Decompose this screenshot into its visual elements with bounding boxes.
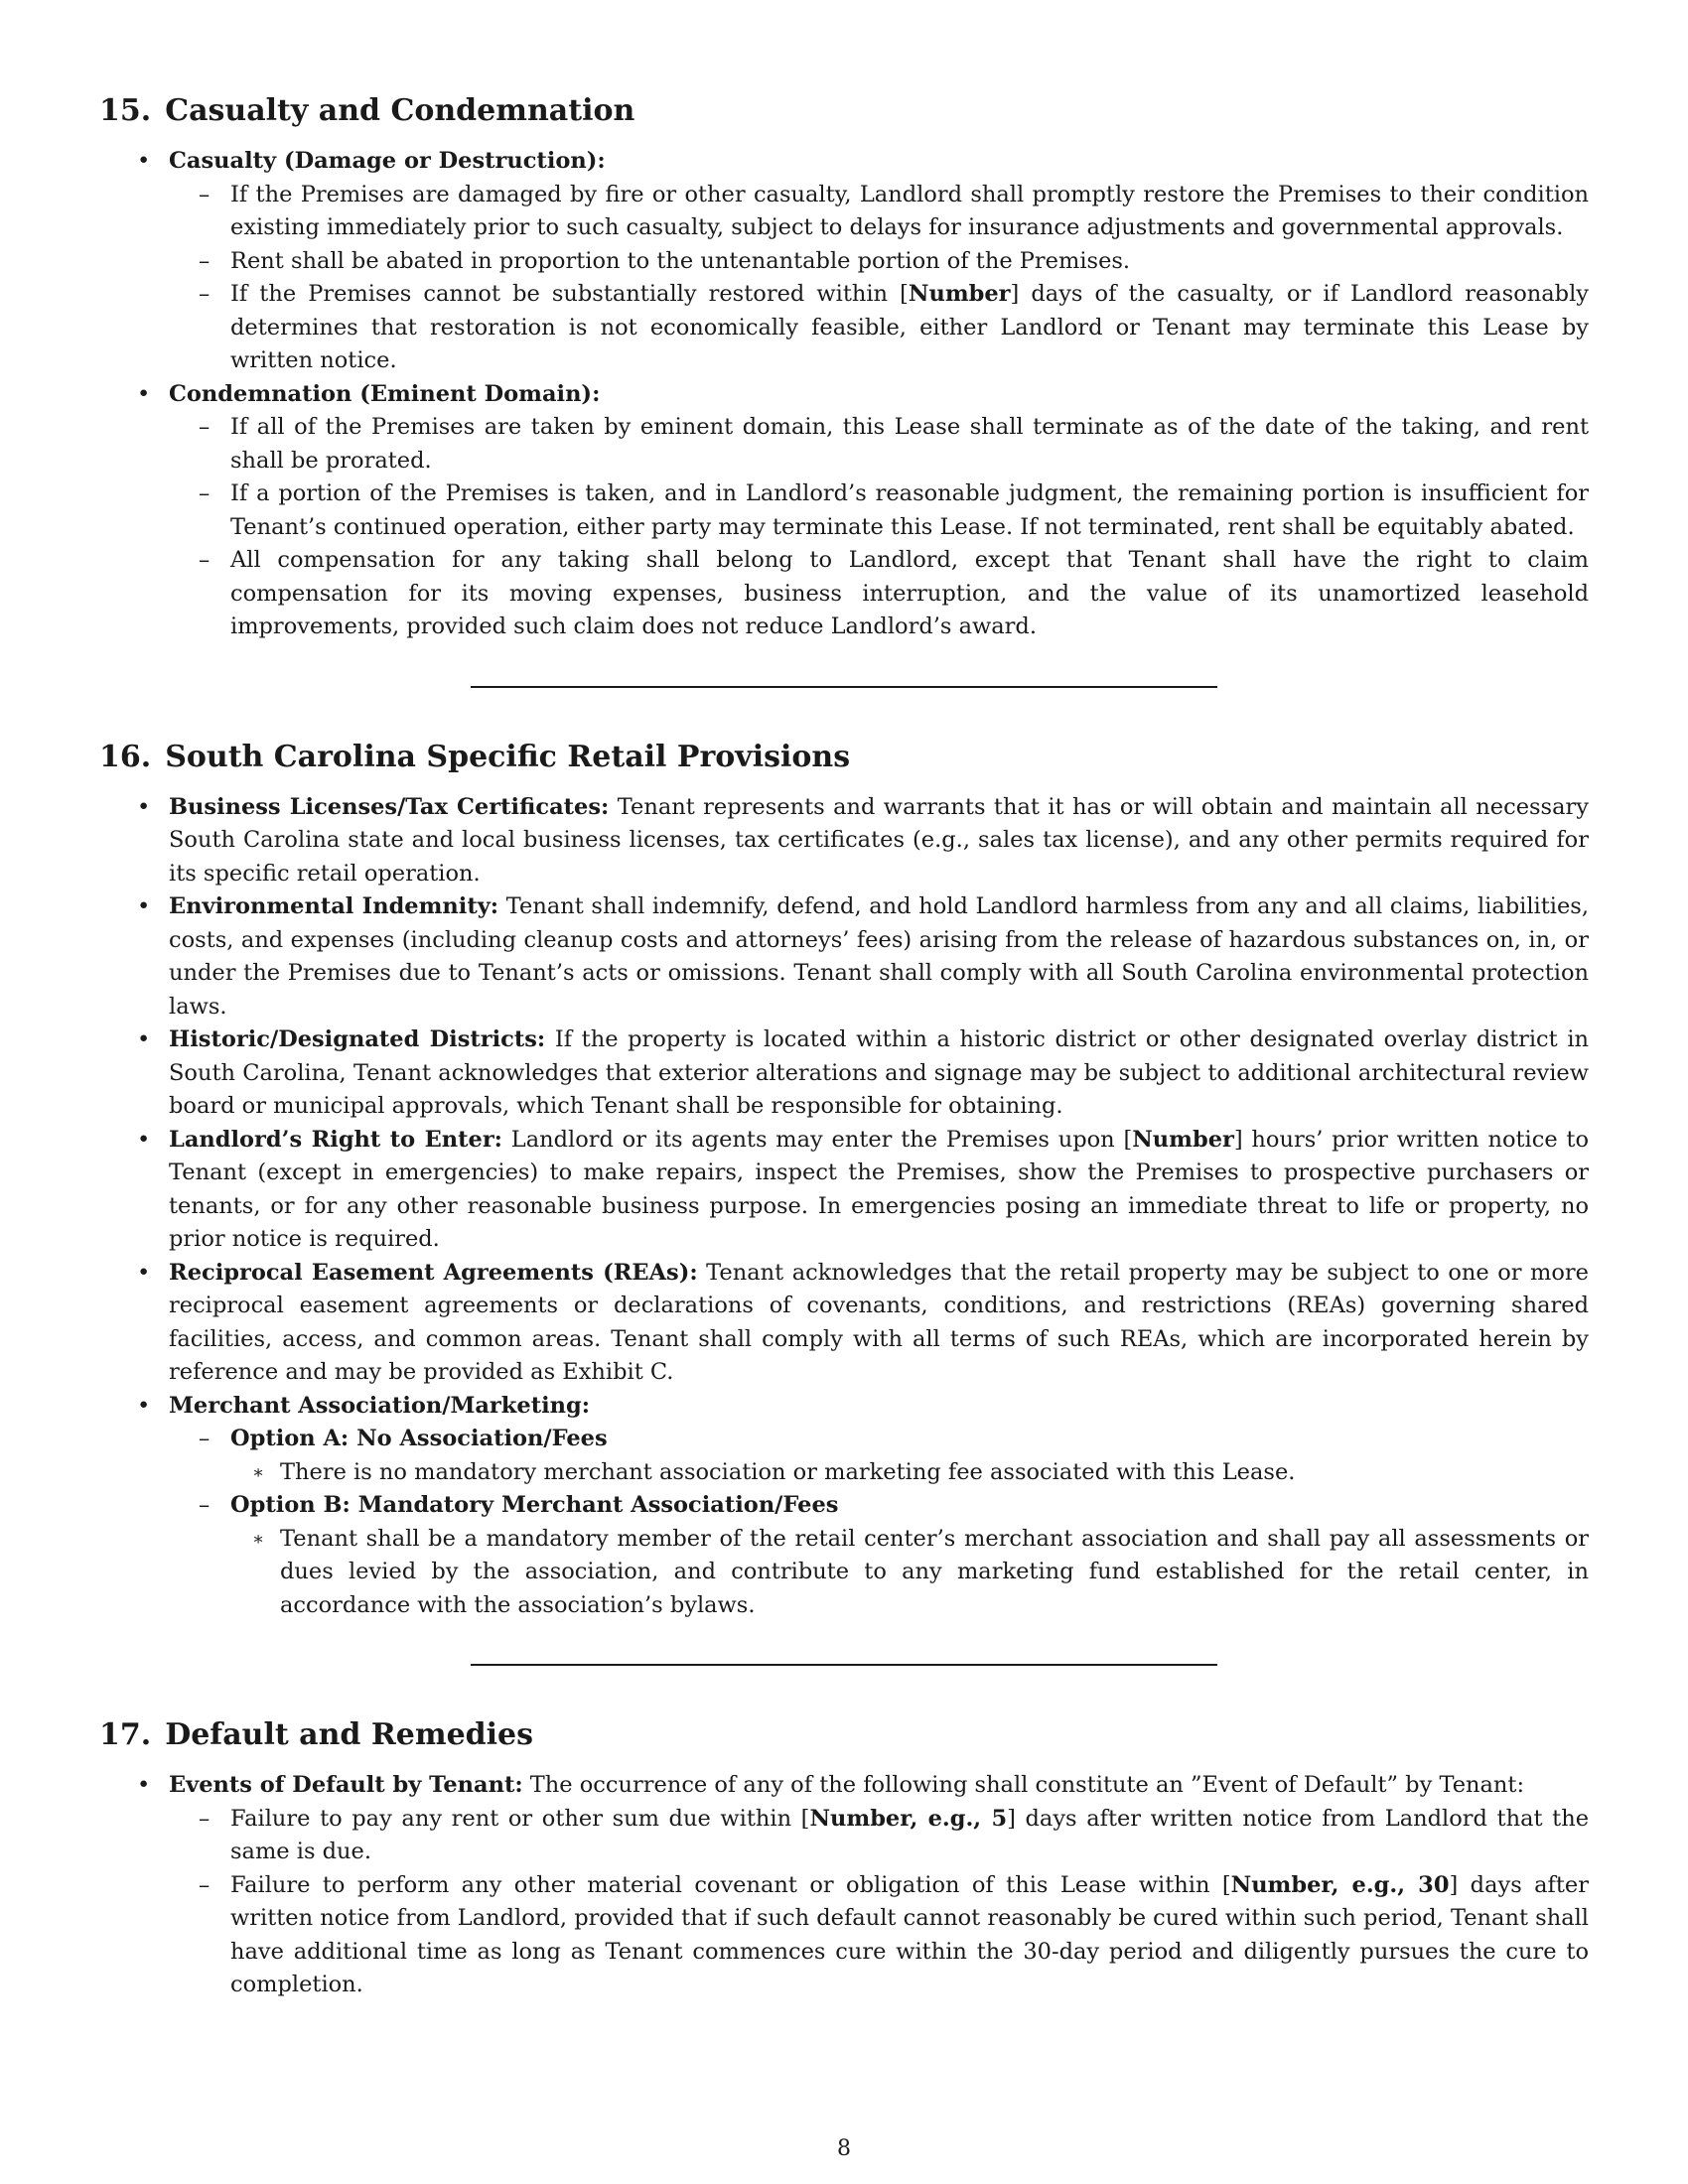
item-text: Landlord or its agents may enter the Premises upon [	[502, 1126, 1133, 1153]
section-heading	[99, 89, 1589, 133]
item-text: ] hours’ prior written notice to Tenant (except in emergencies) to make repairs, inspect the Premises, show the Premises to prospective purchasers or tenants, or for any other reasonable business purpose. In emergencies posing an immediate threat to life or property, no prior notice is required.	[169, 1126, 1590, 1252]
option-detail	[230, 1523, 1589, 1623]
dash-icon: –	[199, 1426, 211, 1451]
sub-item	[169, 411, 1589, 478]
dash-icon: –	[199, 281, 211, 307]
item-label: Merchant Association/Marketing:	[169, 1392, 591, 1419]
list-item-right-to-enter	[99, 1124, 1589, 1257]
item-label: Business Licenses/Tax Certificates:	[169, 793, 610, 820]
bullet-icon: •	[137, 1259, 151, 1286]
item-text: Tenant shall indemnify, defend, and hold Landlord harmless from any and all claims, liabilities, costs, and expenses (including cleanup costs and attorneys’ fees) arising from the release of hazardous substances on, in, or under the Premises due to Tenant’s acts or omissions. Tenant shall comply with all South Carolina environmental protection laws.	[169, 893, 1589, 1020]
list-item-merchant	[99, 1390, 1589, 1623]
section-number: 15.	[99, 93, 152, 128]
document-page	[99, 89, 1589, 2002]
list-item-licenses	[99, 791, 1589, 891]
item-label: Environmental Indemnity:	[169, 893, 499, 919]
option-label: Option B: Mandatory Merchant Association/Fees	[230, 1492, 839, 1518]
sub-item	[169, 1803, 1589, 1869]
list-item-historic	[99, 1024, 1589, 1124]
sub-item	[169, 1869, 1589, 2002]
sub-item-text: Rent shall be abated in proportion to the untenantable portion of the Premises.	[230, 247, 1131, 274]
dash-icon: –	[199, 1492, 211, 1518]
dash-icon: –	[199, 1805, 211, 1832]
item-label: Casualty (Damage or Destruction):	[169, 148, 606, 174]
list-item-events-of-default	[99, 1769, 1589, 2002]
sub-item-text: Failure to perform any other material covenant or obligation of this Lease within [	[230, 1871, 1231, 1898]
item-text: Tenant represents and warrants that it has or will obtain and maintain all necessary South Carolina state and local business licenses, tax certificates (e.g., sales tax license), and any other permits required for its specific retail operation.	[169, 793, 1589, 887]
item-text: If the property is located within a historic district or other designated overlay district in South Carolina, Tenant acknowledges that exterior alterations and signage may be subject to additional architectural review board or municipal approvals, which Tenant shall be responsible for obtaining.	[169, 1026, 1590, 1119]
sub-item-text: ] days after written notice from Landlord, provided that if such default cannot reasonably be cured within such period, Tenant shall have additional time as long as Tenant commences cure within the 30-day period and diligently pursues the cure to completion.	[230, 1871, 1589, 1997]
bullet-icon: •	[137, 1772, 151, 1798]
option-b	[169, 1489, 1589, 1622]
item-text: Tenant acknowledges that the retail property may be subject to one or more reciprocal easement agreements or declarations of covenants, conditions, and restrictions (REAs) governing shared facilities, access, and common areas. Tenant shall comply with all terms of such REAs, which are incorporated herein by reference and may be provided as Exhibit C.	[169, 1259, 1589, 1385]
bullet-icon: •	[137, 1392, 151, 1419]
section-title: South Carolina Specific Retail Provisions	[165, 739, 851, 774]
sub-item-text: If the Premises are damaged by fire or other casualty, Landlord shall promptly restore the Premises to their condition existing immediately prior to such casualty, subject to delays for insurance adjustments and governmental approvals.	[230, 181, 1589, 240]
section-heading	[99, 1713, 1589, 1757]
sub-item-text: If all of the Premises are taken by eminent domain, this Lease shall terminate as of the date of the taking, and rent shall be prorated.	[230, 414, 1589, 474]
section-heading	[99, 736, 1589, 779]
sub-item-text: All compensation for any taking shall belong to Landlord, except that Tenant shall have the right to claim compensation for its moving expenses, business interruption, and the value of its unamortized leasehold improvements, provided such claim does not reduce Landlord’s award.	[230, 547, 1589, 639]
dash-icon: –	[199, 1871, 211, 1898]
dash-icon: –	[199, 480, 211, 506]
dash-icon: –	[199, 547, 211, 573]
placeholder-field: Number, e.g., 30	[1230, 1871, 1450, 1898]
bullet-icon: •	[137, 893, 151, 919]
section-title: Default and Remedies	[165, 1717, 534, 1752]
bullet-icon: •	[137, 1026, 151, 1052]
item-label: Landlord’s Right to Enter:	[169, 1126, 502, 1153]
bullet-icon: •	[137, 1126, 151, 1153]
list-item-casualty	[99, 145, 1589, 378]
option-text: Tenant shall be a mandatory member of the retail center’s merchant association and shall pay all assessments or dues levied by the association, and contribute to any marketing fund established for the retail center, in accordance with the association’s bylaws.	[280, 1525, 1589, 1618]
section-15	[99, 89, 1589, 644]
placeholder-field: Number	[1132, 1126, 1234, 1153]
section-number: 17.	[99, 1717, 152, 1752]
asterisk-icon: ∗	[252, 1528, 265, 1550]
asterisk-icon: ∗	[252, 1461, 265, 1483]
section-16	[99, 736, 1589, 1623]
section-divider	[471, 686, 1217, 688]
sub-item	[169, 245, 1589, 279]
sub-item-text: ] days of the casualty, or if Landlord reasonably determines that restoration is not economically feasible, either Landlord or Tenant may terminate this Lease by written notice.	[230, 281, 1589, 373]
list-item-environmental	[99, 890, 1589, 1024]
sub-item	[169, 179, 1589, 245]
bullet-icon: •	[137, 148, 151, 174]
sub-item-text: If a portion of the Premises is taken, and in Landlord’s reasonable judgment, the remaining portion is insufficient for Tenant’s continued operation, either party may terminate this Lease. If not terminated, rent shall be equitably abated.	[230, 480, 1589, 540]
item-label: Events of Default by Tenant:	[169, 1772, 523, 1798]
page-number: 8	[837, 2136, 851, 2161]
bullet-icon: •	[137, 380, 151, 407]
option-text: There is no mandatory merchant association or marketing fee associated with this Lease.	[280, 1458, 1296, 1485]
list-item-condemnation	[99, 378, 1589, 644]
sub-item	[169, 544, 1589, 644]
placeholder-field: Number, e.g., 5	[809, 1805, 1008, 1832]
option-label: Option A: No Association/Fees	[230, 1426, 608, 1451]
section-17	[99, 1713, 1589, 2002]
item-label: Reciprocal Easement Agreements (REAs):	[169, 1259, 698, 1286]
dash-icon: –	[199, 181, 211, 207]
section-divider	[471, 1664, 1217, 1666]
placeholder-field: Number	[908, 281, 1011, 307]
section-title: Casualty and Condemnation	[165, 93, 635, 128]
dash-icon: –	[199, 247, 211, 274]
dash-icon: –	[199, 414, 211, 440]
bullet-icon: •	[137, 793, 151, 820]
list-item-reas	[99, 1257, 1589, 1390]
sub-item-text: If the Premises cannot be substantially restored within [	[230, 281, 909, 307]
option-detail	[230, 1456, 1589, 1490]
item-label: Condemnation (Eminent Domain):	[169, 380, 601, 407]
option-a	[169, 1423, 1589, 1489]
item-label: Historic/Designated Districts:	[169, 1026, 546, 1052]
section-number: 16.	[99, 739, 152, 774]
sub-item	[169, 278, 1589, 378]
sub-item	[169, 478, 1589, 544]
sub-item-text: ] days after written notice from Landlord that the same is due.	[230, 1805, 1590, 1864]
sub-item-text: Failure to pay any rent or other sum due within [	[230, 1805, 810, 1832]
item-text: The occurrence of any of the following shall constitute an ”Event of Default” by Tenant:	[522, 1772, 1525, 1798]
